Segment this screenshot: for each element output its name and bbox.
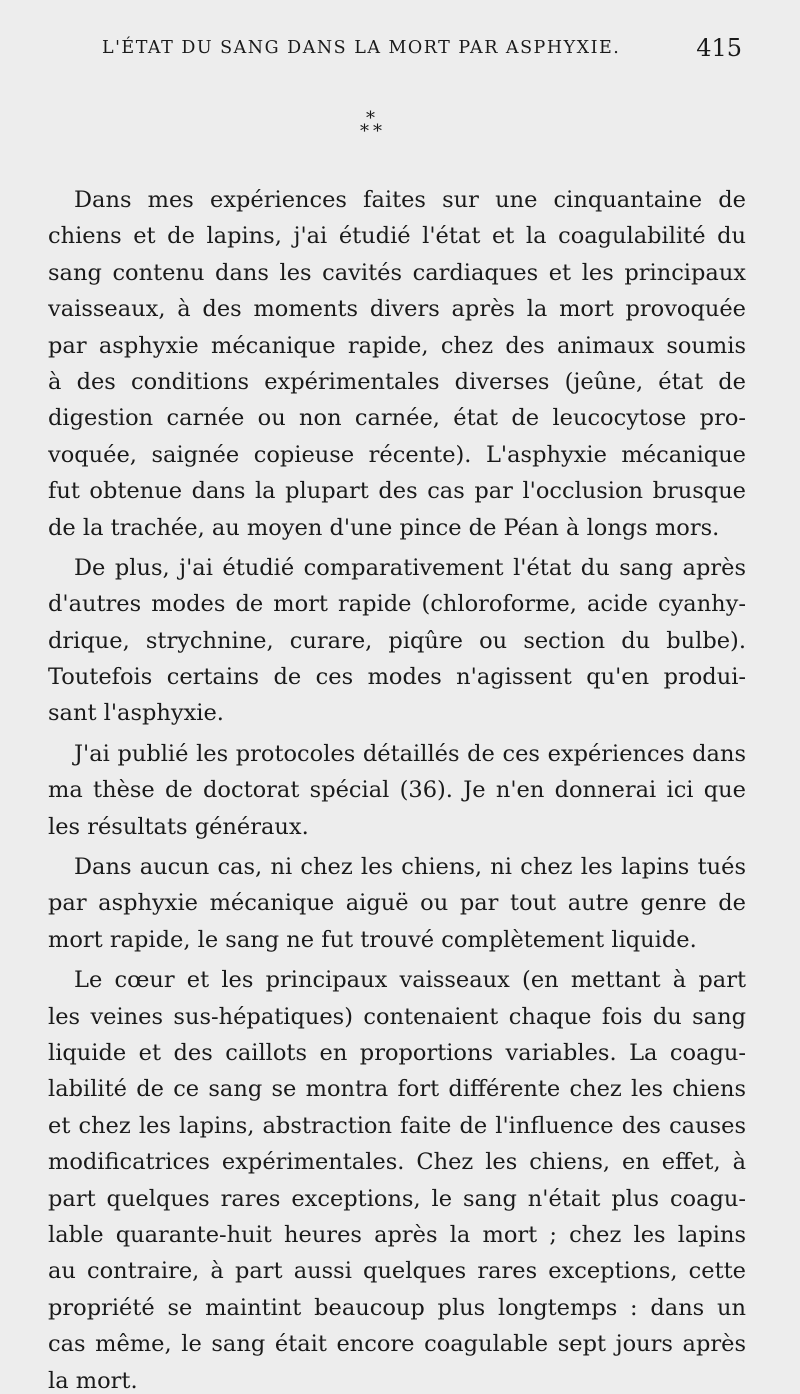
text-line: par asphyxie mécanique aiguë ou par tout autre genre de <box>48 890 746 917</box>
text-line: de la trachée, au moyen d'une pince de Péan à longs mors. <box>48 514 720 541</box>
text-line: Le cœur et les principaux vaisseaux (en mettant à part <box>74 967 746 994</box>
text-line: par asphyxie mécanique rapide, chez des animaux soumis <box>48 332 746 359</box>
asterism-ornament <box>360 110 386 142</box>
text-line: labilité de ce sang se montra fort différente chez les chiens <box>48 1076 746 1103</box>
text-line: voquée, saignée copieuse récente). L'asphyxie mécanique <box>48 441 746 468</box>
text-line: mort rapide, le sang ne fut trouvé complètement liquide. <box>48 926 697 953</box>
text-line: J'ai publié les protocoles détaillés de ces expériences dans <box>74 740 746 767</box>
text-line: lable quarante-huit heures après la mort ; chez les lapins <box>48 1221 746 1248</box>
text-line: modificatrices expérimentales. Chez les chiens, en effet, à <box>48 1149 746 1176</box>
text-line: les veines sus-hépatiques) contenaient chaque fois du sang <box>48 1003 746 1030</box>
text-line: De plus, j'ai étudié comparativement l'état du sang après <box>74 554 746 581</box>
asterisk-right: * <box>373 121 382 142</box>
text-line: au contraire, à part aussi quelques rares exceptions, cette <box>48 1258 746 1285</box>
asterisk-top: * <box>366 108 375 129</box>
text-line: chiens et de lapins, j'ai étudié l'état et la coagulabilité du <box>48 223 746 250</box>
text-line: liquide et des caillots en proportions variables. La coagu- <box>48 1039 746 1066</box>
text-line: Dans mes expériences faites sur une cinquantaine de <box>74 187 746 213</box>
text-line: d'autres modes de mort rapide (chloroforme, acide cyanhy- <box>48 591 746 618</box>
text-line: Toutefois certains de ces modes n'agissent qu'en produi- <box>48 664 746 691</box>
page-number: 415 <box>696 34 742 62</box>
paragraph <box>48 550 746 732</box>
paragraph <box>48 849 746 958</box>
text-line: la mort. <box>48 1367 138 1394</box>
text-line: Dans aucun cas, ni chez les chiens, ni chez les lapins tués <box>74 854 746 881</box>
text-line: vaisseaux, à des moments divers après la mort provoquée <box>48 296 746 323</box>
text-line: sant l'asphyxie. <box>48 700 224 727</box>
text-line: à des conditions expérimentales diverses (jeûne, état de <box>48 368 746 395</box>
text-line: drique, strychnine, curare, piqûre ou section du bulbe). <box>48 627 746 654</box>
body-text <box>48 182 746 1394</box>
text-line: part quelques rares exceptions, le sang n'était plus coagu- <box>48 1185 746 1212</box>
asterisk-left: * <box>360 121 369 142</box>
text-line: les résultats généraux. <box>48 813 309 840</box>
text-line: digestion carnée ou non carnée, état de leucocytose pro- <box>48 405 746 432</box>
text-line: cas même, le sang était encore coagulable sept jours après <box>48 1331 746 1358</box>
page-header <box>102 34 742 64</box>
text-line: ma thèse de doctorat spécial (36). Je n'en donnerai ici que <box>48 777 746 804</box>
running-title: L'ÉTAT DU SANG DANS LA MORT PAR ASPHYXIE. <box>102 38 621 58</box>
text-line: sang contenu dans les cavités cardiaques et les principaux <box>48 259 746 286</box>
paragraph <box>48 182 746 546</box>
text-line: et chez les lapins, abstraction faite de l'influence des causes <box>48 1112 746 1139</box>
paragraph <box>48 736 746 845</box>
paragraph <box>48 962 746 1394</box>
text-line: propriété se maintint beaucoup plus longtemps : dans un <box>48 1294 746 1321</box>
text-line: fut obtenue dans la plupart des cas par l'occlusion brusque <box>48 478 746 505</box>
